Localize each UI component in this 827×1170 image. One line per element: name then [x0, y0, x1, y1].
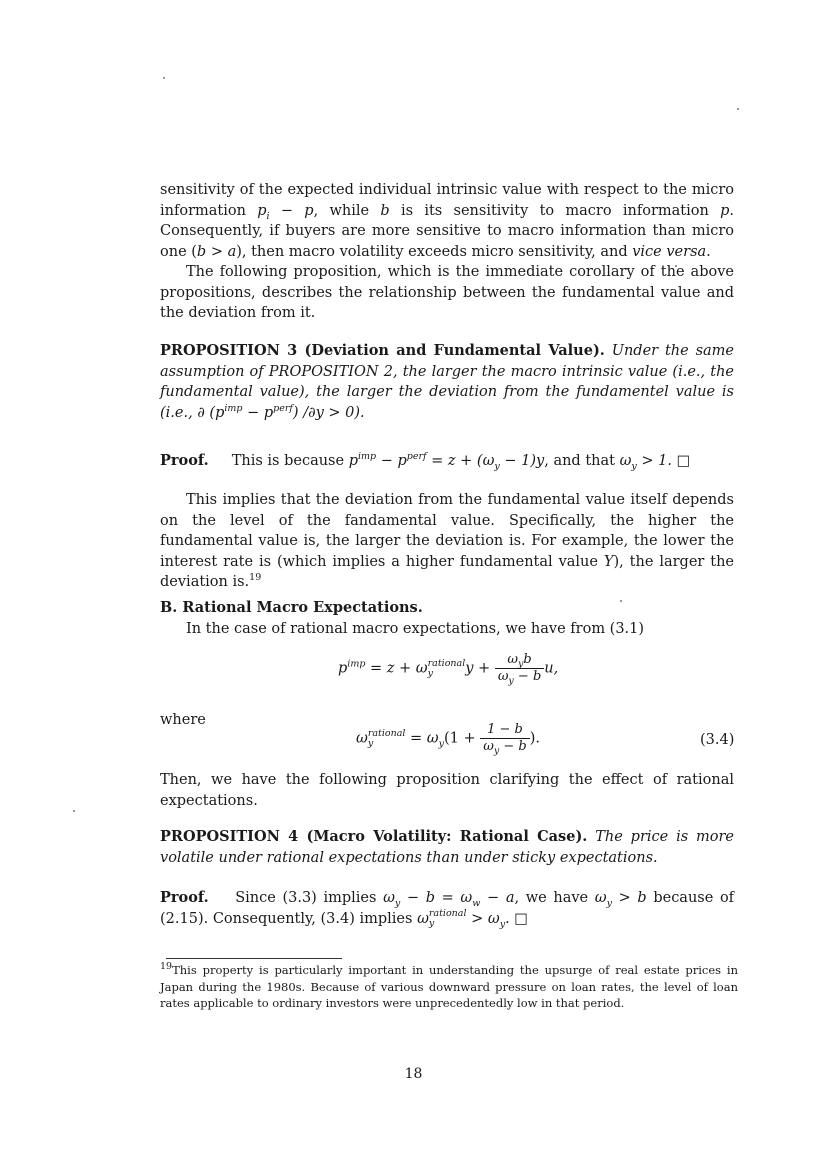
- fraction: $\frac{\omega_yb}{\omega_y - b}$: [495, 652, 544, 685]
- paragraph-3: This implies that the deviation from the fundamental value itself depends on the level of the fandamental value. Specifically, the higher the fundamental value is, the larger the deviation is. For example, the lower the interest rate is (which implies a higher fundamental value Y), the larger the deviation is.$^{19}$: [160, 492, 734, 590]
- proof-heading: Proof.: [160, 889, 209, 906]
- proposition-3-heading: PROPOSITION 3 (Deviation and Fundamental Value).: [160, 342, 605, 359]
- footnote-19: $^{19}$This property is particularly important in understanding the upsurge of real estate prices in Japan during the 1980s. Because of various downward pressure on loan rates, the level of loan rates applicable to ordinary investors were unprecedentedly low in that period.: [160, 961, 738, 1010]
- section-b-title: B. Rational Macro Expectations.: [160, 599, 423, 616]
- proof-3: Proof. This is because $p^{imp} - p^{perf} = z + (\omega_y - 1)y$, and that $\omega_y > 1$. □: [160, 451, 691, 472]
- footnote-number: 19: [160, 961, 173, 973]
- equation-price-rational: $p^{imp} = z + \omega$ rational y y + $\frac{\omega_yb}{\omega_y - b}$ u,: [338, 652, 559, 687]
- fraction: $\frac{1 - b}{\omega_y - b}$: [480, 722, 529, 755]
- scan-speck: [163, 77, 165, 79]
- paragraph-1: sensitivity of the expected individual intrinsic value with respect to the micro information $p_i - p$, while b is its sensitivity to macro information p. Consequently, if buyers are more sensitive to macro information than micro one (b > a), then macro volatility exceeds micro sensitivity, and vice versa. The following proposition, which is the immediate corollary of the above propositions, describes the relationship between the fundamental value and the deviation from it.: [160, 180, 734, 324]
- section-b-intro: In the case of rational macro expectations, we have from (3.1): [186, 620, 645, 637]
- proposition-3: PROPOSITION 3 (Deviation and Fundamental Value). Under the same assumption of PROPOSITION 2, the larger the macro intrinsic value (i.e., the fundamental value), the larger the deviation from the fundamentel value is (i.e., ∂ $(p^{imp} - p^{perf}) /\partial y > 0$).: [160, 342, 735, 421]
- equation-label: (3.4): [700, 732, 735, 748]
- paragraph-2: The following proposition, which is the immediate corollary of the above propositions, describes the relationship between the fundamental value and the deviation from it.: [160, 264, 734, 321]
- footnote-rule: [166, 958, 342, 959]
- qed-symbol: □: [676, 453, 691, 469]
- proposition-4: PROPOSITION 4 (Macro Volatility: Rational Case). The price is more volatile under rational expectations than under sticky expectations.: [160, 828, 734, 866]
- page-number: 18: [404, 1066, 423, 1082]
- paragraph-4: Then, we have the following proposition clarifying the effect of rational expectations.: [160, 772, 734, 809]
- scan-speck: [737, 108, 739, 110]
- qed-symbol: □: [514, 910, 528, 927]
- footnote-ref: 19: [249, 572, 262, 584]
- proof-heading: Proof.: [160, 452, 209, 469]
- proposition-4-heading: PROPOSITION 4 (Macro Volatility: Rational Case).: [160, 828, 588, 845]
- where-label: where: [160, 712, 206, 728]
- section-b: [160, 598, 734, 639]
- equation-omega-rational: ω rational y = $\omega_y(1$ + $\frac{1 - b}{\omega_y - b}$ ).: [356, 722, 541, 757]
- scan-speck: [73, 810, 75, 812]
- proof-4: Proof. Since (3.3) implies $\omega_y - b = \omega_w - a$, we have $\omega_y > b$ because of (2.15). Consequently, (3.4) implies ω rational y > $\omega_y$. □: [160, 889, 735, 930]
